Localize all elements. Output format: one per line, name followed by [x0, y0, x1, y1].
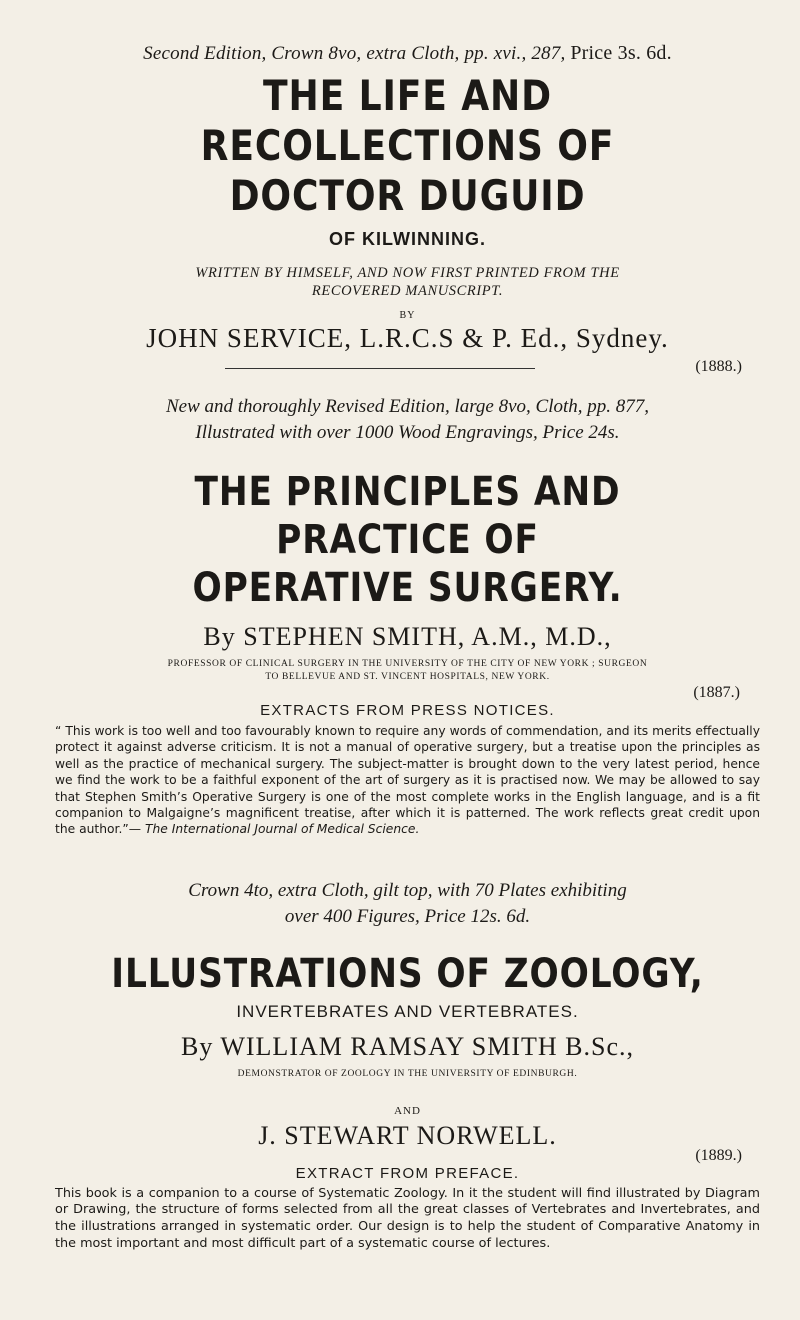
second-author-name: J. STEWART NORWELL.: [258, 1120, 557, 1150]
author-affiliation: [55, 658, 760, 684]
written-note: [55, 264, 760, 300]
author-name: JOHN SERVICE, L.R.C.S & P. Ed., Sydney.: [146, 323, 669, 353]
author-name: By STEPHEN SMITH, A.M., M.D.,: [203, 622, 612, 651]
book-title-line-1: THE PRINCIPLES AND PRACTICE OF: [194, 469, 621, 563]
book-subtitle: INVERTEBRATES AND VERTEBRATES.: [236, 1001, 579, 1021]
written-line-1: WRITTEN BY HIMSELF, AND NOW FIRST PRINTED FROM THE: [195, 265, 620, 281]
book-listing-operative-surgery: [55, 394, 760, 838]
book-listing-zoology: [55, 878, 760, 1252]
book-title-line-1: THE LIFE AND RECOLLECTIONS OF: [200, 71, 615, 170]
divider-rule: [225, 368, 535, 369]
book-title-line-3: OF KILWINNING.: [329, 229, 486, 249]
edition-note: [55, 42, 760, 65]
edition-note: [55, 394, 760, 446]
affiliation-line-2: TO BELLEVUE AND ST. VINCENT HOSPITALS, NEW YORK.: [265, 672, 550, 682]
notice-body: “ This work is too well and too favourably known to require any words of commendation, and its merits effectually protect it against adverse criticism. It is not a manual of operative surgery, but a treatise upon the principles as well as the practice of mechanical surgery. The subject-matter is brought down to the very latest period, hence we find the work to be a faithful exponent of the art of surgery as it is practised now. We may be allowed to say that Stephen Smith’s Operative Surgery is one of the most complete works in the English language, and is a fit companion to Malgaigne’s magnificent treatise, after which it is patterned. The work reflects great credit upon the author.”—: [55, 724, 760, 837]
edition-line-2: Illustrated with over 1000 Wood Engravings, Price 24s.: [195, 422, 620, 443]
book-title-line-2: DOCTOR DUGUID: [229, 171, 586, 220]
edition-line-2: over 400 Figures, Price 12s. 6d.: [284, 905, 531, 927]
edition-text: Second Edition, Crown 8vo, extra Cloth, pp. xvi., 287,: [143, 43, 571, 64]
publication-year: (1889.): [695, 1146, 742, 1164]
author-name: By WILLIAM RAMSAY SMITH B.Sc.,: [180, 1031, 635, 1061]
price: Price 3s. 6d.: [570, 42, 672, 64]
affiliation-line-1: PROFESSOR OF CLINICAL SURGERY IN THE UNIVERSITY OF THE CITY OF NEW YORK ; SURGEON: [167, 659, 648, 669]
book-title: ILLUSTRATIONS OF ZOOLOGY,: [111, 950, 704, 997]
preface-text: This book is a companion to a course of Systematic Zoology. In it the student will find illustrated by Diagram or Drawing, the structure of forms selected from all the great classes of Vertebrates and Invertebrates, and the illustrations arranged in systematic order. Our design is to help the student of Comparative Anatomy in the most important and most difficult part of a systematic course of lectures.: [55, 1185, 760, 1251]
written-line-2: RECOVERED MANUSCRIPT.: [311, 283, 504, 299]
by-label: BY: [399, 310, 416, 321]
edition-line-1: Crown 4to, extra Cloth, gilt top, with 70 Plates exhibiting: [188, 879, 627, 901]
and-label: AND: [394, 1104, 421, 1117]
author-affiliation: DEMONSTRATOR OF ZOOLOGY IN THE UNIVERSITY OF EDINBURGH.: [237, 1068, 578, 1079]
advertisement-page: [55, 42, 760, 1252]
book-listing-duguid: [55, 42, 760, 380]
notice-source: The International Journal of Medical Science.: [144, 822, 420, 837]
book-title-line-2: OPERATIVE SURGERY.: [192, 565, 623, 611]
press-notice-text: [55, 723, 760, 838]
edition-line-1: New and thoroughly Revised Edition, large 8vo, Cloth, pp. 877,: [165, 396, 650, 417]
publication-year: (1887.): [693, 684, 740, 701]
press-notices-heading: EXTRACTS FROM PRESS NOTICES.: [260, 702, 555, 719]
preface-heading: EXTRACT FROM PREFACE.: [295, 1164, 520, 1182]
publication-year: (1888.): [695, 358, 742, 375]
edition-note: [55, 878, 760, 930]
